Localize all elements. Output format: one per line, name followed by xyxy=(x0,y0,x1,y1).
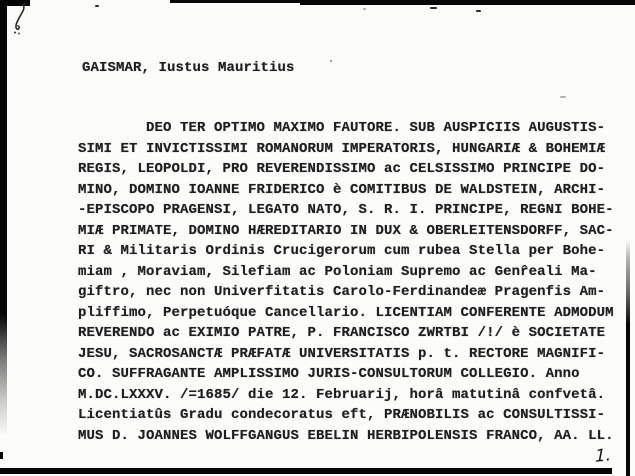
body-line: MINO, DOMINO IOANNE FRIDERICO è COMITIBUS DE WALDSTEIN, ARCHI- xyxy=(78,181,606,198)
scan-edge-left-tick xyxy=(0,452,3,459)
body-line: DEO TER OPTIMO MAXIMO FAUTORE. SUB AUSPICIIS AUGUSTIS- xyxy=(78,120,606,136)
scan-edge-top-right xyxy=(300,0,635,5)
body-line: SIMI ET INVICTISSIMI ROMANORUM IMPERATORIS, HUNGARIÆ & BOHEMIÆ xyxy=(78,140,606,157)
scan-speck xyxy=(363,8,366,10)
body-line: REGIS, LEOPOLDI, PRO REVERENDISSIMO ac CELSISSIMO PRINCIPE DO- xyxy=(78,161,606,177)
body-line: MIÆ PRIMATE, DOMINO HÆREDITARIO IN DUX & OBERLEITENSDORFF, SAC- xyxy=(78,222,614,239)
body-line: M.DC.LXXXV. /=1685/ die 12. Februarij, horâ matutinâ confvetâ. xyxy=(78,386,606,403)
body-line: MUS D. JOANNES WOLFFGANGUS EBELIN HERBIPOLENSIS FRANCO, AA. LL. xyxy=(78,427,614,444)
body-line: RI & Militaris Ordinis Crucigerorum cum rubea Stella per Bohe- xyxy=(78,243,606,259)
body-line: -EPISCOPO PRAGENSI, LEGATO NATO, S. R. I. PRINCIPE, REGNI BOHE- xyxy=(78,202,614,218)
scan-edge-bottom xyxy=(0,468,612,474)
body-line: giftro, nec non Univerfitatis Carolo-Ferdinandeæ Pragenfis Am- xyxy=(78,284,606,300)
handwritten-squiggle-mark xyxy=(6,2,36,36)
body-line: CO. SUFFRAGANTE AMPLISSIMO JURIS-CONSULTORUM COLLEGIO. Anno xyxy=(78,366,580,382)
scan-edge-left xyxy=(0,0,7,436)
author-heading: GAISMAR, Iustus Mauritius xyxy=(82,60,295,76)
body-line: JESU, SACROSANCTÆ PRÆFATÆ UNIVERSITATIS p. t. RECTORE MAGNIFI- xyxy=(78,345,606,362)
body-line: pliffimo, Perpetuóque Cancellario. LICENTIAM CONFERENTE ADMODUM xyxy=(78,304,614,321)
scan-edge-right xyxy=(626,240,630,476)
body-text xyxy=(78,118,614,446)
body-line: miam , Moraviam, Silefiam ac Poloniam Supremo ac Genr̂eali Ma- xyxy=(78,263,597,280)
body-line: REVERENDO ac EXIMIO PATRE, P. FRANCISCO ZWRTBI /!/ è SOCIETATE xyxy=(78,325,606,341)
scan-speck xyxy=(330,60,332,62)
scan-speck xyxy=(476,10,481,12)
scan-speck xyxy=(560,96,566,98)
handwritten-page-number: 1. xyxy=(595,445,612,467)
scan-speck xyxy=(95,5,99,7)
scan-speck xyxy=(430,7,437,9)
body-line: Licentiatûs Gradu condecoratus eft, PRÆNOBILIS ac CONSULTISSI- xyxy=(78,407,606,423)
